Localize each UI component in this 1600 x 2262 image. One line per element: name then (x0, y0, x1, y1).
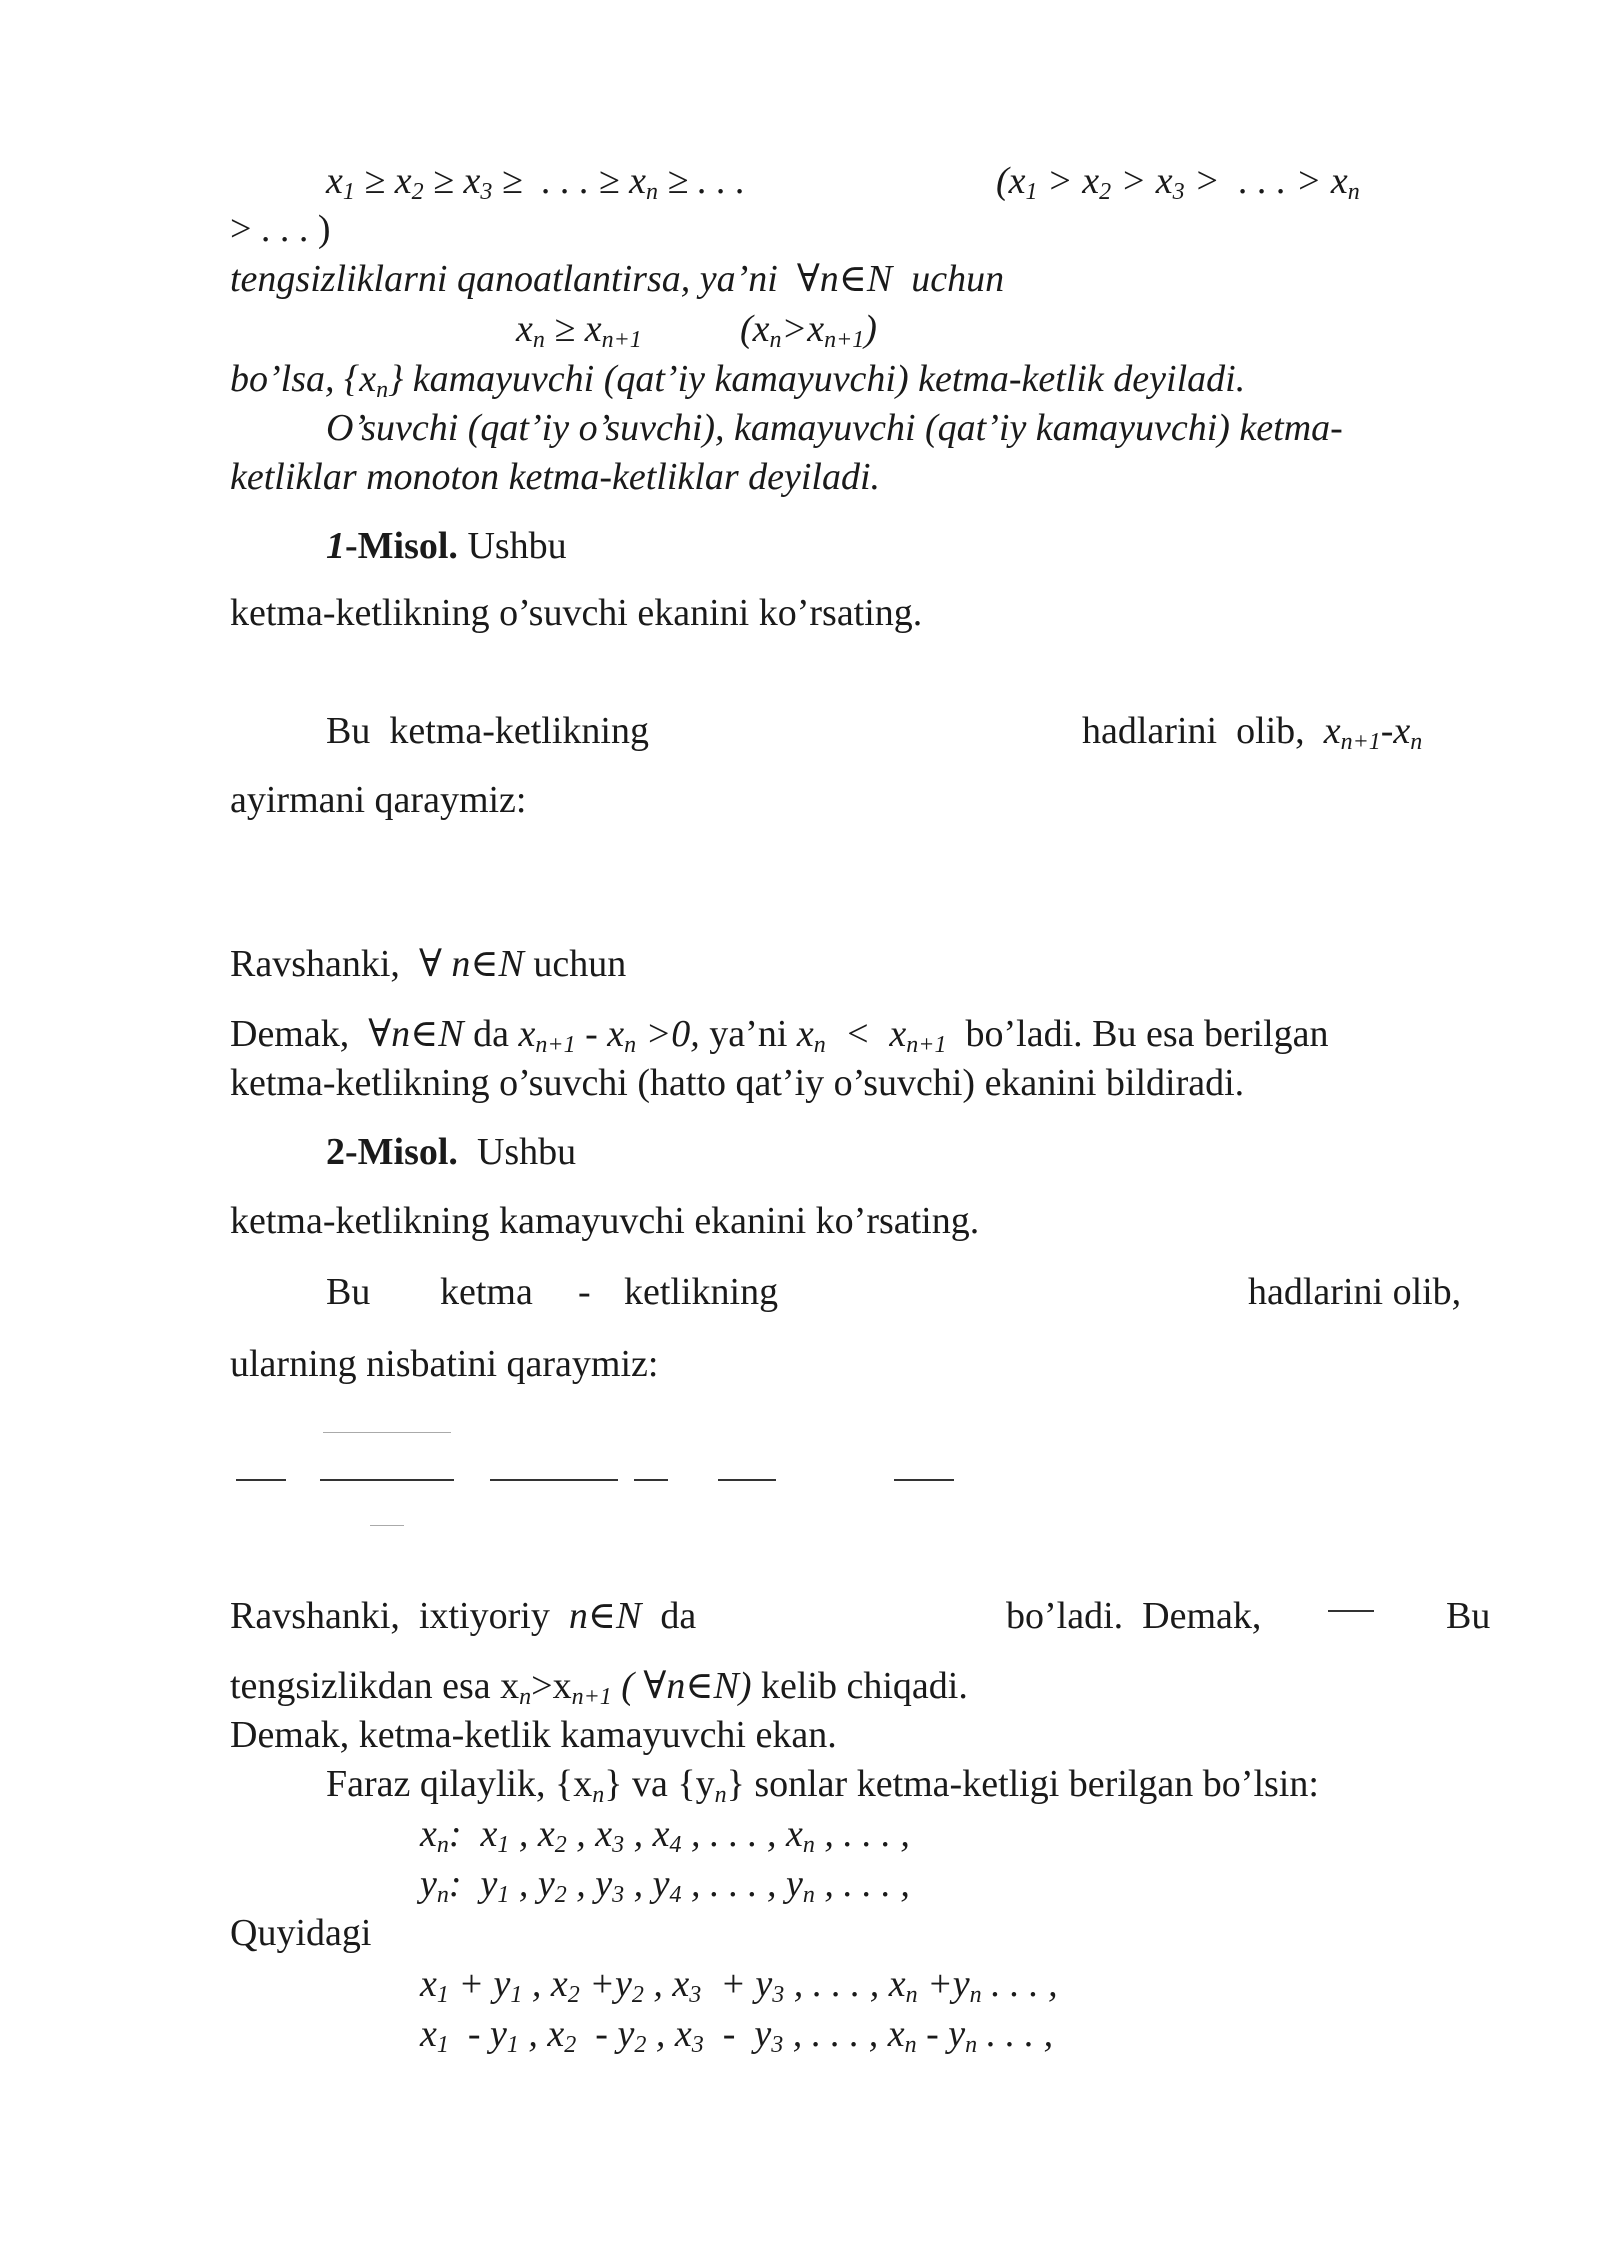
example-2-ketma: ketma (440, 1271, 533, 1313)
strict-decreasing-condition: $(x_n>x_{n+1})$ (740, 308, 877, 353)
example-1-difference-text: ayirmani qaraymiz: (230, 779, 527, 821)
example-2-hadlarini: hadlarini olib, (1248, 1271, 1462, 1313)
decreasing-condition: $x_n \ge x_{n+1}$ (516, 308, 642, 353)
example-1-heading: 1-Misol. Ushbu (326, 525, 567, 567)
example-1-conclusion-line-1: Demak, ∀n∈N da $x_{n+1} - x_n >0$, ya’ni $x_n < x_{n+1}$ bo’ladi. Bu esa berilgan (230, 1013, 1329, 1058)
example-1-hadlarini: hadlarini olib, $x_{n+1}-x_n$ (1082, 710, 1423, 755)
example-2-ratio-text: ularning nisbatini qaraymiz: (230, 1343, 659, 1385)
example-2-heading: 2-Misol. Ushbu (326, 1131, 577, 1173)
sequence-y: $y_n$: $y_1$ , $y_2$ , $y_3$ , $y_4$ , . . . , $y_n$ , . . . , (420, 1863, 910, 1908)
sequence-difference: $x_1 - y_1$ , $x_2 - y_2$ , $x_3 - y_3$ , . . . , $x_n - y_n$ . . . , (420, 2013, 1054, 2058)
monotone-definition-line-1: O’suvchi (qat’iy o’suvchi), kamayuvchi (qat’iy kamayuvchi) ketma- (326, 407, 1343, 449)
fraction-bar (323, 1432, 451, 1433)
fraction-bar (490, 1479, 618, 1481)
definition-condition-text: tengsizliklarni qanoatlantirsa, ya’ni ∀n∈N uchun (230, 258, 1005, 300)
strict-decreasing-chain: ($x_1 > x_2 > x_3$ > . . . > $x_n$ (996, 160, 1360, 205)
example-2-bu: Bu (326, 1271, 371, 1313)
sequence-x: $x_n$: $x_1$ , $x_2$ , $x_3$ , $x_4$ , . . . , $x_n$ , . . . , (420, 1813, 910, 1858)
monotone-definition-line-2: ketliklar monoton ketma-ketliklar deyiladi. (230, 456, 881, 498)
fraction-bar (894, 1479, 954, 1481)
fraction-bar (236, 1479, 286, 1481)
fraction-bar (634, 1479, 668, 1481)
example-2-boladi: bo’ladi. Demak, (1006, 1595, 1262, 1637)
fraction-bar (718, 1479, 776, 1481)
sequence-sum: $x_1 + y_1$ , $x_2 +y_2$ , $x_3 + y_3$ , . . . , $x_n +y_n$ . . . , (420, 1963, 1058, 2008)
example-1-clearly: Ravshanki, ∀ n∈N uchun (230, 943, 627, 985)
quyidagi-text: Quyidagi (230, 1912, 372, 1954)
example-2-dash: - (578, 1271, 591, 1313)
example-2-ketlikning: ketlikning (624, 1271, 779, 1313)
example-2-bu-right: Bu (1446, 1595, 1491, 1637)
example-1-bu: Bu ketma-ketlikning (326, 710, 649, 752)
sequences-assumption: Faraz qilaylik, $\{x_n\}$ va $\{y_n\}$ sonlar ketma-ketligi berilgan bo’lsin: (326, 1763, 1319, 1808)
monotone-nonincreasing-chain: $x_1 \ge x_2 \ge x_3$ ≥ . . . ≥ $x_n$ ≥ . . . (326, 160, 746, 205)
example-2-conclusion: Demak, ketma-ketlik kamayuvchi ekan. (230, 1714, 837, 1756)
example-2-clearly: Ravshanki, ixtiyoriy n∈N da (230, 1595, 697, 1637)
example-2-task: ketma-ketlikning kamayuvchi ekanini ko’rsating. (230, 1200, 980, 1242)
chain-continuation: > . . . ) (230, 208, 331, 250)
fraction-bar (320, 1479, 454, 1481)
decreasing-definition: bo’lsa, $\{x_n\}$ kamayuvchi (qat’iy kamayuvchi) ketma-ketlik deyiladi. (230, 358, 1246, 403)
example-1-conclusion-line-2: ketma-ketlikning o’suvchi (hatto qat’iy o’suvchi) ekanini bildiradi. (230, 1062, 1245, 1104)
example-2-inequality: tengsizlikdan esa $x_n>x_{n+1}$ ( ∀n∈N) kelib chiqadi. (230, 1665, 968, 1710)
fraction-bar (1328, 1610, 1374, 1612)
fraction-bar (370, 1525, 404, 1526)
example-1-task: ketma-ketlikning o’suvchi ekanini ko’rsating. (230, 592, 923, 634)
